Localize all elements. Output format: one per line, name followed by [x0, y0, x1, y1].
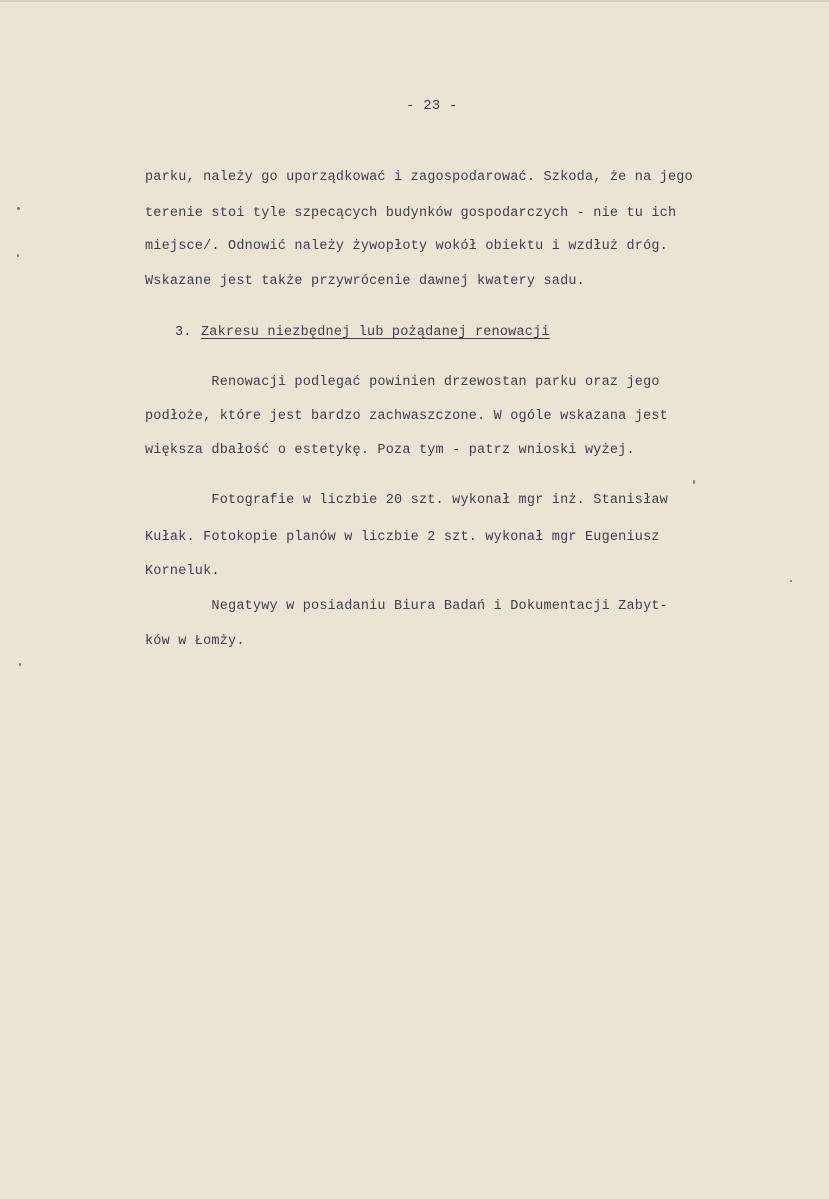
section-title: Zakresu niezbędnej lub pożądanej renowacji — [201, 325, 550, 340]
paper-speck — [17, 254, 19, 257]
paper-speck — [790, 580, 792, 582]
paragraph-3-line-2: Kułak. Fotokopie planów w liczbie 2 szt. wykonał mgr Eugeniusz — [145, 530, 660, 545]
paragraph-3-line-1: Fotografie w liczbie 20 szt. wykonał mgr inż. Stanisław — [145, 493, 668, 508]
paper-speck — [693, 480, 695, 484]
paragraph-1-line-3: miejsce/. Odnowić należy żywopłoty wokół obiektu i wzdłuż dróg. — [145, 239, 668, 254]
paragraph-4-line-1: Negatywy w posiadaniu Biura Badań i Dokumentacji Zabyt- — [145, 599, 668, 614]
paper-speck — [17, 207, 20, 210]
paragraph-1-line-4: Wskazane jest także przywrócenie dawnej kwatery sadu. — [145, 274, 585, 289]
paragraph-2-line-2: podłoże, które jest bardzo zachwaszczone. W ogóle wskazana jest — [145, 409, 668, 424]
paragraph-4-line-2: ków w Łomży. — [145, 634, 245, 649]
paragraph-2-line-1: Renowacji podlegać powinien drzewostan parku oraz jego — [145, 375, 660, 390]
page-number: - 23 - — [406, 98, 458, 114]
paragraph-3-line-3: Korneluk. — [145, 564, 220, 579]
paragraph-1-line-2: terenie stoi tyle szpecących budynków gospodarczych - nie tu ich — [145, 206, 677, 221]
section-number: 3. — [175, 325, 192, 340]
paragraph-1-line-1: parku, należy go uporządkować i zagospodarować. Szkoda, że na jego — [145, 170, 693, 185]
paragraph-2-line-3: większa dbałość o estetykę. Poza tym - patrz wnioski wyżej. — [145, 443, 635, 458]
paper-speck — [19, 663, 21, 666]
